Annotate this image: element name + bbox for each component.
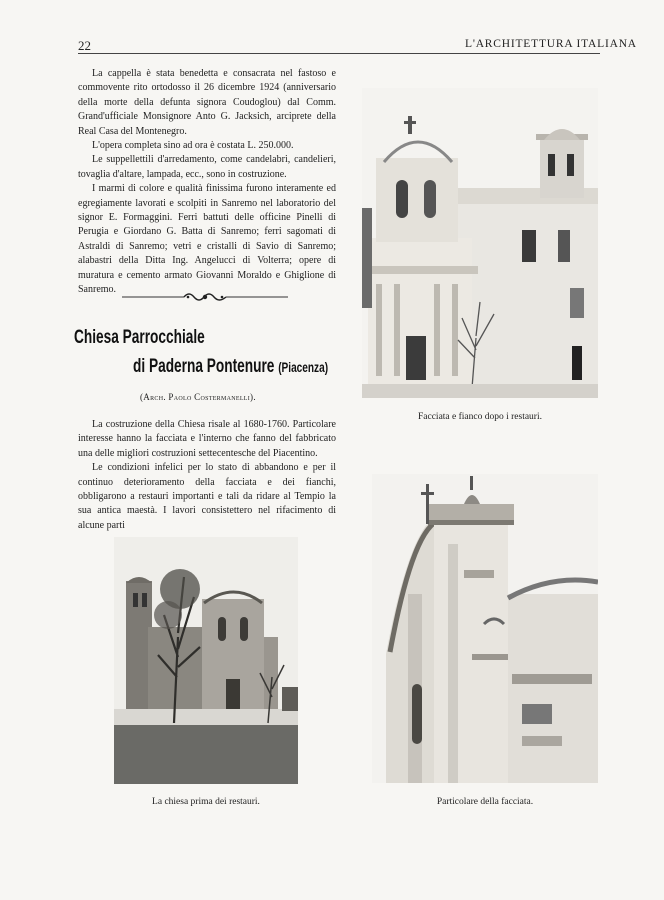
caption-top-right: Facciata e fianco dopo i restauri. (418, 412, 542, 422)
paragraph: La costruzione della Chiesa risale al 1680-1760. Particolare interesse hanno la facciata e l'interno che fanno del fabbricato una delle migliori costruzioni settecentesche del Piacentino. (78, 419, 336, 459)
header-rule (78, 53, 600, 54)
paragraph: La cappella è stata benedetta e consacrata nel fastoso e commovente rito ortodosso il 26 dicembre 1924 (anniversario della morte della defunta signora Coudoglou) dal Comm. Grand'ufficiale Monsignore Anto G. Jacksich, arciprete della Real Casa del Montenegro. (78, 68, 336, 137)
caption-bottom-right: Particolare della facciata. (436, 797, 534, 807)
running-title: L'ARCHITETTURA ITALIANA (465, 38, 637, 50)
ornament-divider (122, 290, 288, 304)
paragraph: Le suppellettili d'arredamento, come candelabri, candelieri, tovaglia d'altare, lampada, ecc., sono in costruzione. (78, 154, 336, 180)
article-title-line1: Chiesa Parrocchiale (74, 327, 205, 348)
paragraph: I marmi di colore e qualità finissima furono interamente ed egregiamente lavorati e scolpiti in Sanremo nel laboratorio del signor E. Formaggini. Ferri battuti delle officine Pinelli di Perugia e Giordano G. Batta di Sanremo; ferri sagomati di Astraldi di Sanremo; vetri e cristalli di Savio di Sanremo; alabastri della Ditta Ing. Angelucci di Volterra; opere di muratura e cemento armato Giovanni Moraldo e Ghiglione di Sanremo. (78, 183, 336, 296)
title-name: di Paderna Pontenure (133, 356, 275, 377)
photo-facade-after-restoration (362, 88, 598, 398)
title-place: (Piacenza) (278, 359, 329, 375)
architect-credit: (Arch. Paolo Costermanelli). (140, 392, 256, 402)
top-text-block (78, 67, 336, 298)
article-title-line2 (133, 356, 328, 378)
photo-facade-detail (372, 474, 598, 783)
paragraph: Le condizioni infelici per lo stato di abbandono e per il continuo deterioramento della facciata e dei fianchi, obbligarono a restauri importanti e tali da ridare al Tempio la sua antica maestà. I lavori consistettero nel rifacimento di alcune parti (78, 462, 336, 531)
paragraph: L'opera completa sino ad ora è costata L. 250.000. (92, 140, 294, 152)
article-text (78, 418, 336, 533)
photo-church-before-restoration (114, 537, 298, 784)
caption-bottom-left: La chiesa prima dei restauri. (152, 797, 260, 807)
page-number: 22 (78, 38, 91, 53)
